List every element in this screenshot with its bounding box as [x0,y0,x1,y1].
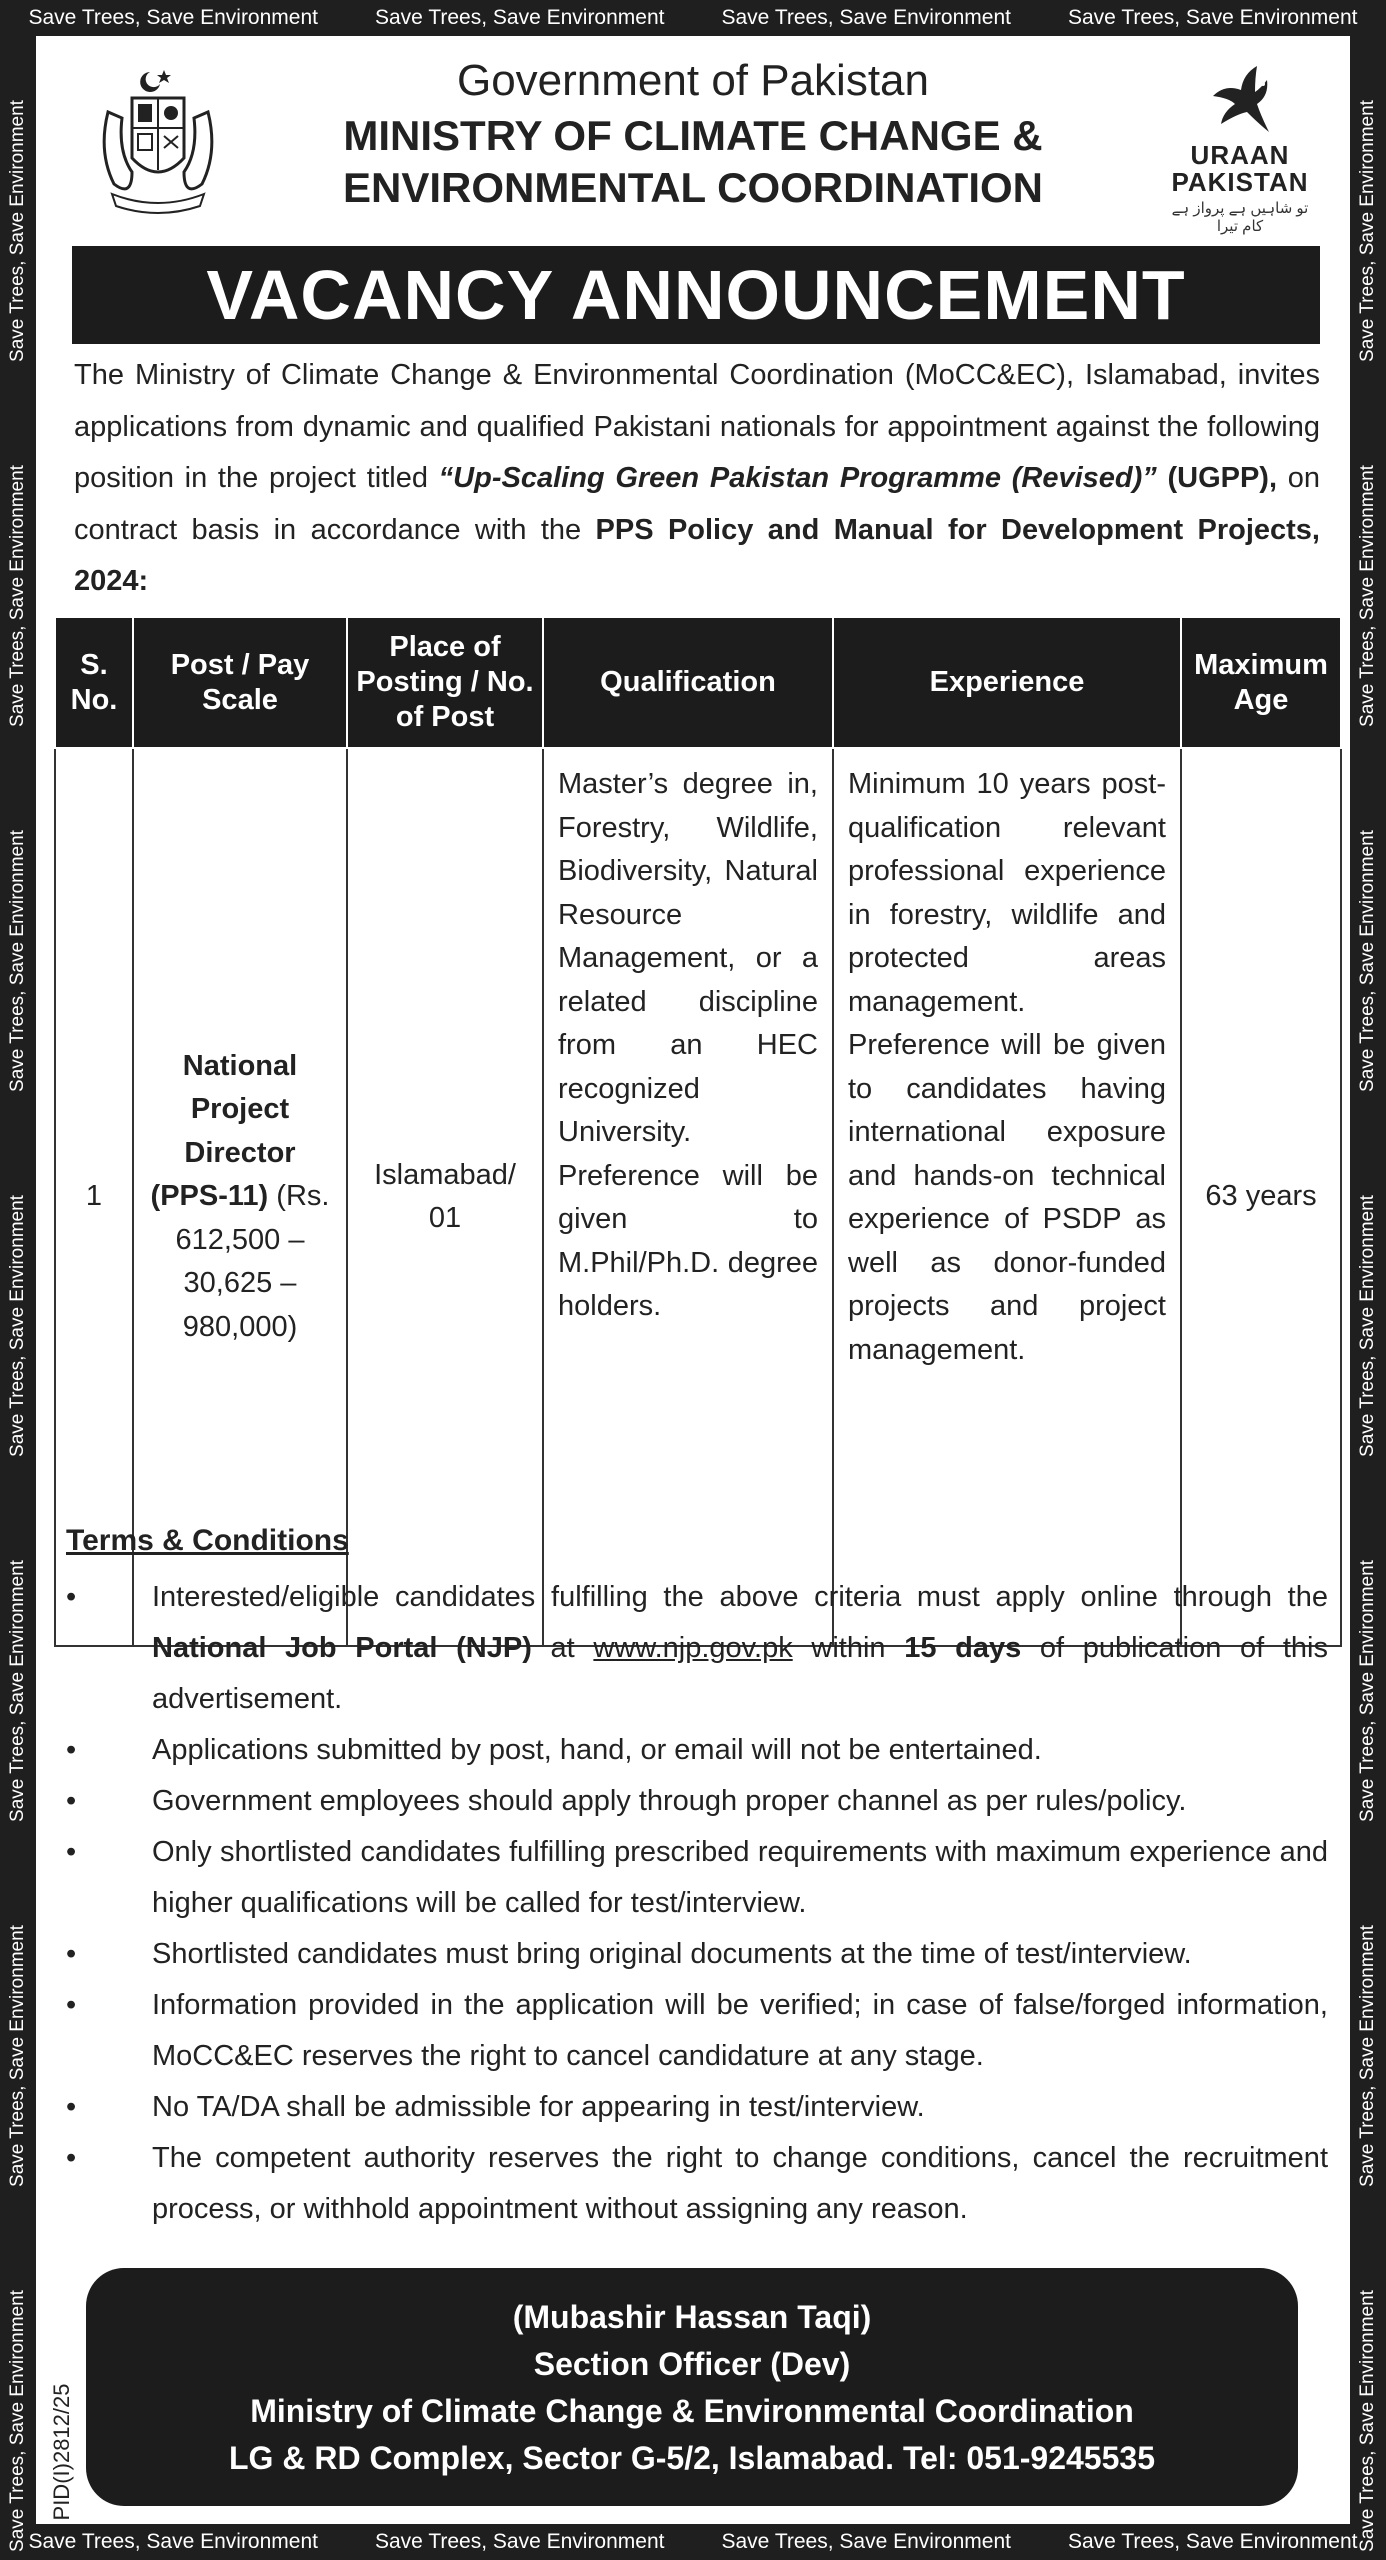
list-item: • No TA/DA shall be admissible for appearing in test/interview. [66,2082,1328,2133]
government-title: Government of Pakistan [456,56,929,105]
term-text: within [792,1632,905,1664]
uraan-pakistan-logo [1160,62,1320,235]
header-sno: S. No. [55,618,133,748]
cell-place: Islamabad/ 01 [347,748,543,1646]
list-item: • The competent authority reserves the right to change conditions, cancel the recruitment process, or withhold appointment without assigning any reason. [66,2133,1328,2235]
ministry-title-line1: MINISTRY OF CLIMATE CHANGE & [343,112,1043,159]
term-text: at [531,1632,594,1664]
cell-experience: Minimum 10 years post-qualification relevant professional experience in forestry, wildlife and protected areas management. Preference will be given to candidates having international exposure and hands-on technical experience of PSDP as well as donor-funded projects and project management. [833,748,1181,1646]
cell-post [133,748,347,1646]
pid-number: PID(I)2812/25 [49,2383,74,2521]
border-slogan: Save Trees, Save Environment [7,1560,28,1822]
signatory-name: (Mubashir Hassan Taqi) [512,2299,872,2335]
njp-link[interactable]: www.njp.gov.pk [593,1632,793,1664]
term-text: of publication of this advertisement. [152,1632,1328,1715]
border-slogan: Save Trees, Save Environment [1357,830,1378,1092]
list-item: • Only shortlisted candidates fulfilling prescribed requirements with maximum experience and higher qualifications will be called for test/interview. [66,1827,1328,1929]
border-bottom [0,2524,1386,2560]
border-slogan: Save Trees, Save Environment [721,6,1011,29]
list-item: • Government employees should apply through proper channel as per rules/policy. [66,1776,1328,1827]
table-row [55,748,1341,1646]
signatory-ministry: Ministry of Climate Change & Environmental Coordination [250,2393,1134,2429]
intro-text: The Ministry of Climate Change & Environmental Coordination (MoCC&EC), Islamabad, invites applications from dynamic and qualified Pakistani nationals for appointment against the following position in the project titled [74,359,1320,494]
ministry-title-line2: ENVIRONMENTAL COORDINATION [343,164,1043,211]
border-left [0,36,36,2552]
header-post: Post / Pay Scale [133,618,347,748]
policy-reference: PPS Policy and Manual for Development Projects, 2024: [74,513,1320,597]
border-slogan: Save Trees, Save Environment [28,2530,318,2553]
header-age: Maximum Age [1181,618,1341,748]
border-slogan: Save Trees, Save Environment [1357,2290,1378,2552]
portal-name: National Job Portal (NJP) [152,1632,532,1664]
header-qualification: Qualification [543,618,833,748]
border-slogan: Save Trees, Save Environment [7,100,28,362]
header-experience: Experience [833,618,1181,748]
list-item: • Applications submitted by post, hand, or email will not be entertained. [66,1725,1328,1776]
signature-block [86,2268,1298,2506]
pay-scale: (Rs. 612,500 – 30,625 – 980,000) [175,1180,330,1343]
project-abbr: (UGPP), [1156,462,1278,494]
deadline-days: 15 days [904,1632,1022,1664]
list-item [66,1572,1328,1725]
state-emblem-icon [92,62,224,222]
border-slogan: Save Trees, Save Environment [1357,1195,1378,1457]
border-top [0,0,1386,36]
uraan-line2: PAKISTAN [1171,167,1309,197]
border-slogan: Save Trees, Save Environment [375,6,665,29]
intro-paragraph [74,350,1320,608]
vacancy-banner: VACANCY ANNOUNCEMENT [72,246,1320,344]
list-item: • Shortlisted candidates must bring original documents at the time of test/interview. [66,1929,1328,1980]
intro-text: on contract basis in accordance with the [74,462,1320,546]
border-slogan: Save Trees, Save Environment [1357,1925,1378,2187]
cell-sno: 1 [55,748,133,1646]
cell-age: 63 years [1181,748,1341,1646]
project-title: “Up-Scaling Green Pakistan Programme (Revised)” [438,462,1157,494]
signatory-address: LG & RD Complex, Sector G-5/2, Islamabad. Tel: 051-9245535 [229,2440,1155,2476]
border-slogan: Save Trees, Save Environment [375,2530,665,2553]
post-title: National Project Director (PPS-11) [150,1049,298,1213]
border-slogan: Save Trees, Save Environment [28,6,318,29]
border-slogan: Save Trees, Save Environment [7,1925,28,2187]
border-slogan: Save Trees, Save Environment [1068,6,1358,29]
table-header-row [55,618,1341,748]
border-slogan: Save Trees, Save Environment [1068,2530,1358,2553]
border-slogan: Save Trees, Save Environment [1357,465,1378,727]
eagle-icon [1195,62,1285,142]
border-slogan: Save Trees, Save Environment [1357,100,1378,362]
cell-qualification: Master’s degree in, Forestry, Wildlife, Biodiversity, Natural Resource Management, or a related discipline from an HEC recognized University. Preference will be given to M.Phil/Ph.D. degree holders. [543,748,833,1646]
uraan-tagline: تو شاہیں ہے پرواز ہے کام تیرا [1171,200,1309,235]
border-slogan: Save Trees, Save Environment [7,830,28,1092]
terms-list [66,1572,1328,2235]
border-slogan: Save Trees, Save Environment [7,1195,28,1457]
border-slogan: Save Trees, Save Environment [721,2530,1011,2553]
list-item: • Information provided in the application will be verified; in case of false/forged information, MoCC&EC reserves the right to cancel candidature at any stage. [66,1980,1328,2082]
term-text: Interested/eligible candidates fulfilling the above criteria must apply online through the [152,1581,1328,1613]
vacancy-table [54,618,1342,1647]
border-right [1350,36,1386,2552]
header-place: Place of Posting / No. of Post [347,618,543,748]
border-slogan: Save Trees, Save Environment [7,2290,28,2552]
terms-title: Terms & Conditions [66,1524,349,1557]
border-slogan: Save Trees, Save Environment [7,465,28,727]
uraan-line1: URAAN [1190,140,1290,170]
border-slogan: Save Trees, Save Environment [1357,1560,1378,1822]
signatory-designation: Section Officer (Dev) [533,2346,851,2382]
